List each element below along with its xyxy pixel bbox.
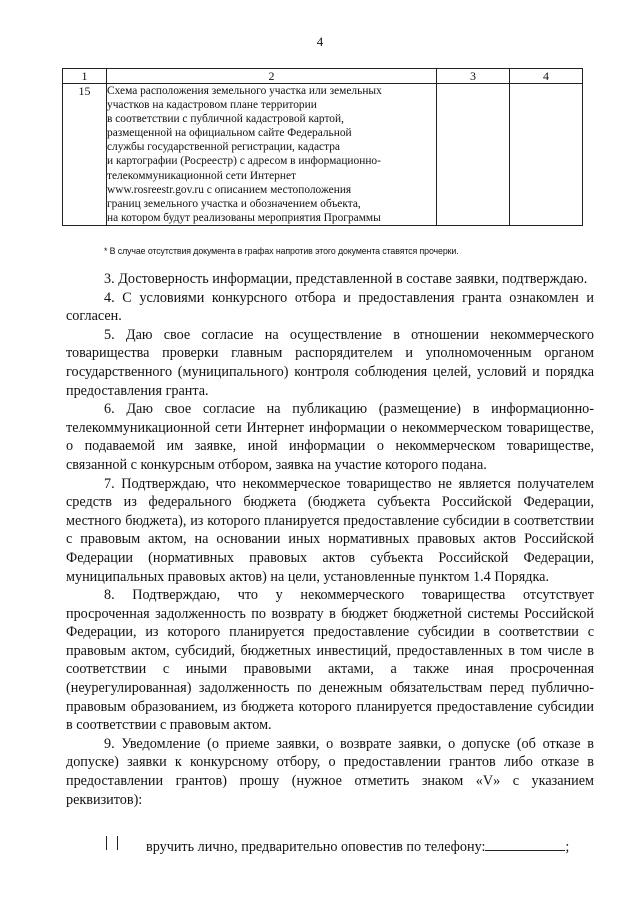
paragraph: 4. С условиями конкурсного отбора и предоставления гранта ознакомлен и согласен. [66, 289, 594, 325]
paragraph: 3. Достоверность информации, представленной в составе заявки, подтверждаю. [104, 271, 588, 287]
notify-checkbox[interactable] [106, 836, 118, 850]
notify-option-text [146, 836, 569, 857]
document-description [107, 84, 437, 226]
description-line: участков на кадастровом плане территории [107, 99, 317, 112]
footnote: * В случае отсутствия документа в графах напротив этого документа ставятся прочерки. [104, 246, 459, 256]
table-header-cell: 1 [63, 69, 107, 84]
page-number: 4 [316, 34, 324, 49]
description-line: службы государственной регистрации, кадастра [107, 141, 340, 154]
description-line: телекоммуникационной сети Интернет [107, 169, 296, 182]
description-line: границ земельного участка и обозначением объекта, [107, 197, 361, 210]
notify-option-label: вручить лично, предварительно оповестив по телефону: [146, 839, 486, 855]
documents-table [62, 68, 583, 226]
row-number: 15 [63, 84, 107, 226]
table-header-row [63, 69, 583, 84]
paragraph: 7. Подтверждаю, что некоммерческое товарищество не является получателем средств из федерального бюджета (бюджета субъекта Российской Федерации, местного бюджета), из которого планируется предоставление субсидии в соответствии с правовым актом, на основании иных нормативных правовых актов Российской Федерации (нормативных правовых актов субъекта Российской Федерации, муниципальных правовых актов) на цели, установленные пунктом 1.4 Порядка. [66, 475, 594, 585]
table-row [63, 84, 583, 226]
paragraph: 6. Даю свое согласие на публикацию (размещение) в информационно-телекоммуникационной сети Интернет информации о некоммерческом товариществе, о подаваемой им заявке, иной информации о некоммерческом товариществе, связанной с конкурсным отбором, заявка на участие которого подана. [66, 401, 594, 473]
description-line: на котором будут реализованы мероприятия Программы [107, 211, 381, 224]
description-line: Схема расположения земельного участка или земельных [107, 85, 382, 97]
table-header-cell: 3 [437, 69, 510, 84]
table-header-cell: 4 [510, 69, 583, 84]
paragraph: 9. Уведомление (о приеме заявки, о возврате заявки, о допуске (об отказе в допуске) заявки к конкурсному отбору, о предоставлении грантов либо отказе в предоставлении грантов) прошу (нужное отметить знаком «V» с указанием реквизитов): [66, 735, 594, 808]
description-line: и картографии (Росреестр) с адресом в информационно- [107, 155, 381, 168]
description-line: в соответствии с публичной кадастровой картой, [107, 113, 344, 126]
phone-blank-field[interactable] [485, 836, 565, 851]
notify-option-row [66, 836, 594, 855]
table-cell-col4 [510, 84, 583, 226]
body-text [66, 270, 594, 809]
table-header-cell: 2 [107, 69, 437, 84]
description-line: www.rosreestr.gov.ru с описанием местоположения [107, 183, 352, 196]
notify-option-end: ; [565, 839, 570, 855]
description-line: размещенной на официальном сайте Федеральной [107, 127, 352, 140]
paragraph: 8. Подтверждаю, что у некоммерческого товарищества отсутствует просроченная задолженность по возврату в бюджет бюджетной системы Российской Федерации, из которого планируется предоставление субсидии в соответствии с правовым актом, субсидий, бюджетных инвестиций, предоставленных в том числе в соответствии с иными правовыми актами, а также иная просроченная (неурегулированная) задолженность по денежным обязательствам перед публично-правовым образованием, из бюджета которого планируется предоставление субсидии в соответствии с правовым актом. [66, 587, 594, 734]
paragraph: 5. Даю свое согласие на осуществление в отношении некоммерческого товарищества проверки главным распорядителем и уполномоченным органом государственного (муниципального) контроля соблюдения целей, условий и порядка предоставления гранта. [66, 326, 594, 399]
table-cell-col3 [437, 84, 510, 226]
